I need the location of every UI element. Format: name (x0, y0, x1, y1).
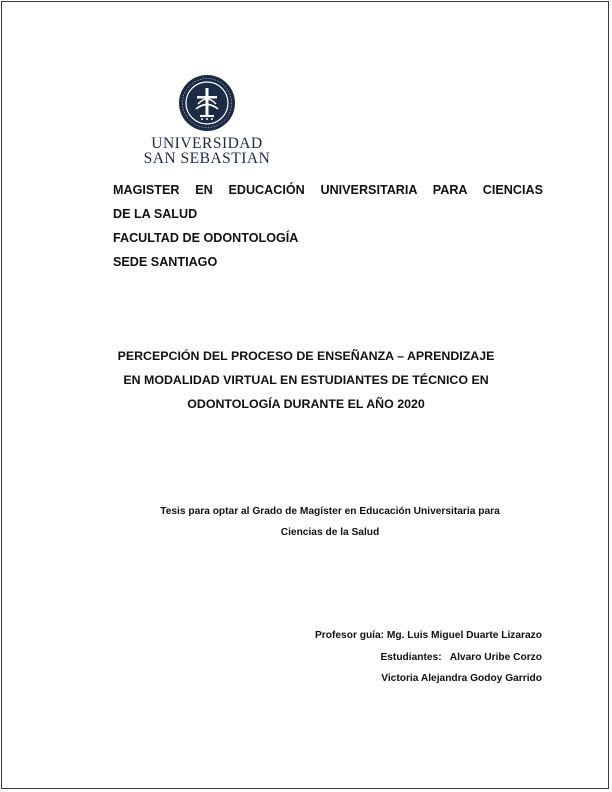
advisor-line: Profesor guía: Mg. Luis Miguel Duarte Lizarazo (315, 630, 542, 641)
thesis-title-line-3: ODONTOLOGÍA DURANTE EL AÑO 2020 (187, 397, 425, 411)
page-border (1, 1, 609, 789)
thesis-title-line-1: PERCEPCIÓN DEL PROCESO DE ENSEÑANZA – APRENDIZAJE (117, 349, 495, 363)
university-seal-icon (178, 74, 236, 132)
program-title-line-1: MAGISTER EN EDUCACIÓN UNIVERSITARIA PARA CIENCIAS (113, 183, 543, 197)
students-line-2: Victoria Alejandra Godoy Garrido (381, 673, 542, 684)
campus-name: SEDE SANTIAGO (113, 255, 218, 269)
degree-statement-line-1: Tesis para optar al Grado de Magíster en Educación Universitaria para (160, 506, 500, 517)
faculty-name: FACULTAD DE ODONTOLOGÍA (113, 231, 299, 245)
thesis-title-line-2: EN MODALIDAD VIRTUAL EN ESTUDIANTES DE TÉCNICO EN (123, 373, 489, 387)
degree-statement-line-2: Ciencias de la Salud (280, 527, 380, 538)
students-line-1: Estudiantes: Alvaro Uribe Corzo (380, 652, 542, 663)
university-name-line-2: SAN SEBASTIAN (143, 150, 271, 167)
university-name-line-1: UNIVERSIDAD (151, 135, 263, 152)
program-title-line-2: DE LA SALUD (113, 207, 198, 221)
